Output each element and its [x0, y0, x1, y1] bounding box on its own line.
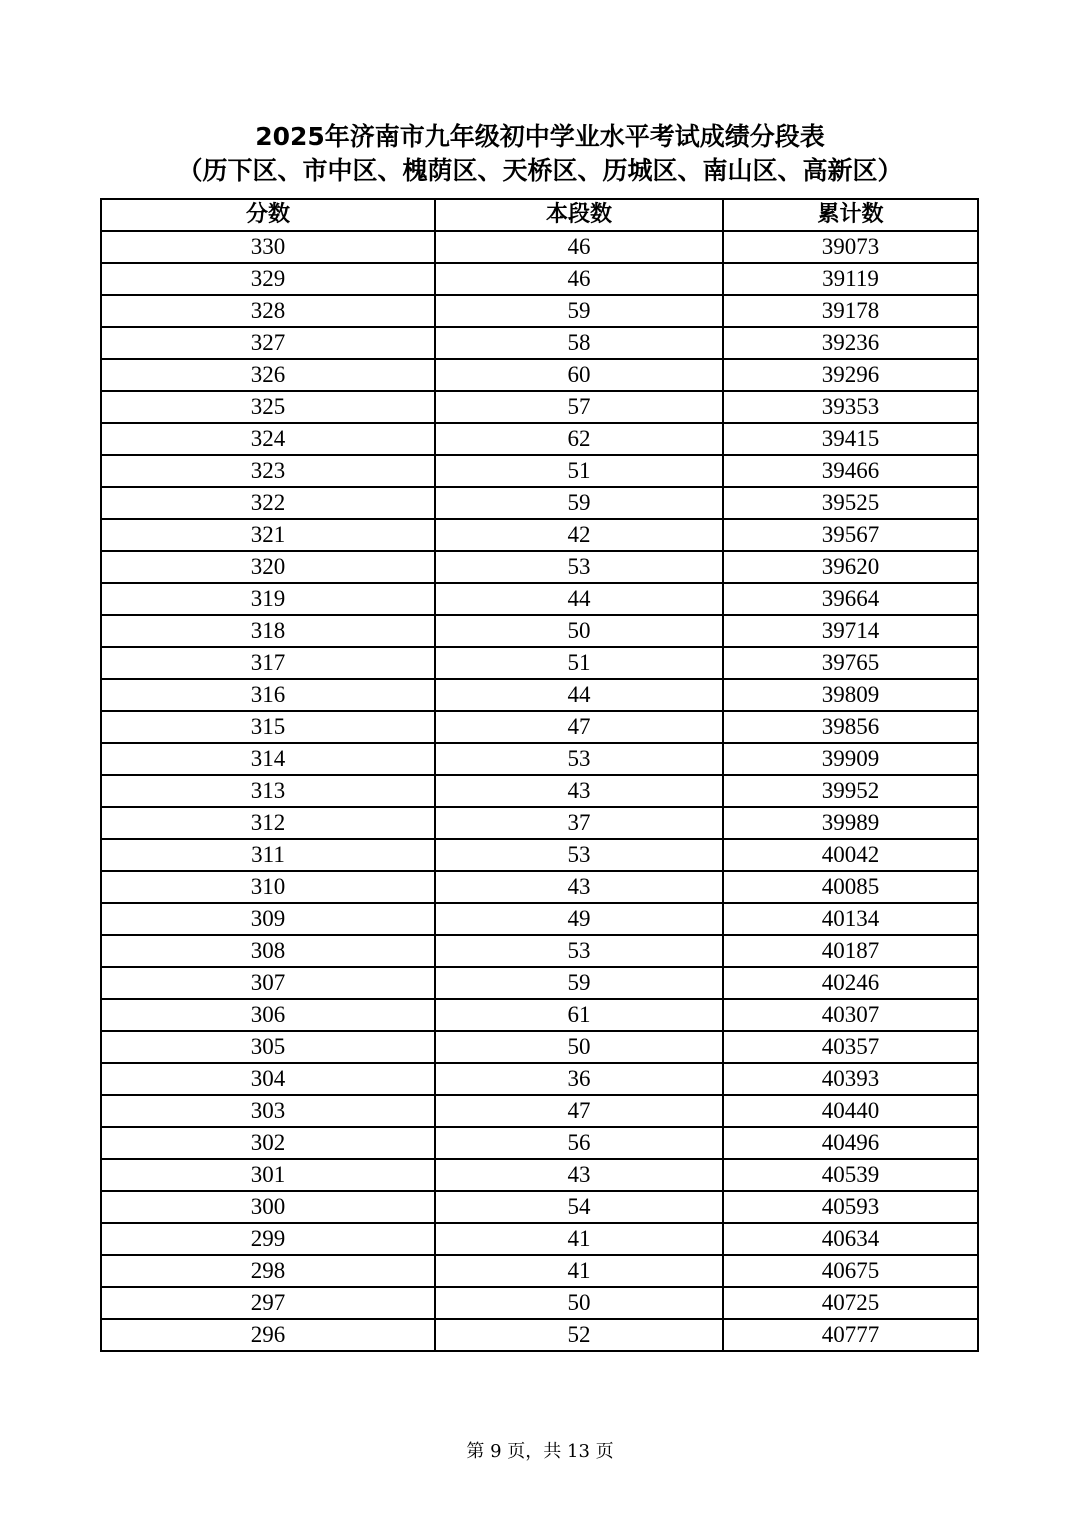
- cumulative-count-cell: 39236: [723, 327, 978, 359]
- segment-count-cell: 46: [435, 231, 723, 263]
- cumulative-count-cell: 39525: [723, 487, 978, 519]
- table-row: [101, 583, 978, 615]
- segment-count-cell: 53: [435, 551, 723, 583]
- table-row: [101, 1031, 978, 1063]
- score-cell: 309: [101, 903, 435, 935]
- table-row: [101, 1255, 978, 1287]
- table-row: [101, 1287, 978, 1319]
- cumulative-count-cell: 39296: [723, 359, 978, 391]
- table-row: [101, 391, 978, 423]
- table-row: [101, 615, 978, 647]
- segment-count-cell: 43: [435, 871, 723, 903]
- score-cell: 326: [101, 359, 435, 391]
- cumulative-count-cell: 39765: [723, 647, 978, 679]
- table-row: [101, 295, 978, 327]
- segment-count-cell: 51: [435, 455, 723, 487]
- table-row: [101, 263, 978, 295]
- table-row: [101, 519, 978, 551]
- score-cell: 312: [101, 807, 435, 839]
- segment-count-cell: 41: [435, 1223, 723, 1255]
- score-cell: 322: [101, 487, 435, 519]
- score-cell: 321: [101, 519, 435, 551]
- table-row: [101, 679, 978, 711]
- segment-count-cell: 50: [435, 1287, 723, 1319]
- table-row: [101, 775, 978, 807]
- score-cell: 299: [101, 1223, 435, 1255]
- cumulative-count-cell: 40246: [723, 967, 978, 999]
- segment-count-cell: 46: [435, 263, 723, 295]
- segment-count-cell: 56: [435, 1127, 723, 1159]
- cumulative-count-cell: 40393: [723, 1063, 978, 1095]
- cumulative-count-cell: 39178: [723, 295, 978, 327]
- table-row: [101, 839, 978, 871]
- score-cell: 323: [101, 455, 435, 487]
- score-cell: 302: [101, 1127, 435, 1159]
- score-cell: 327: [101, 327, 435, 359]
- segment-count-cell: 60: [435, 359, 723, 391]
- cumulative-count-cell: 40496: [723, 1127, 978, 1159]
- score-cell: 307: [101, 967, 435, 999]
- cumulative-count-cell: 39664: [723, 583, 978, 615]
- cumulative-count-cell: 39620: [723, 551, 978, 583]
- document-title: 2025年济南市九年级初中学业水平考试成绩分段表: [255, 122, 825, 151]
- segment-count-cell: 44: [435, 583, 723, 615]
- table-row: [101, 807, 978, 839]
- table-row: [101, 423, 978, 455]
- table-row: [101, 1159, 978, 1191]
- cumulative-count-cell: 40539: [723, 1159, 978, 1191]
- table-header-row: [101, 199, 978, 231]
- cumulative-count-cell: 40134: [723, 903, 978, 935]
- score-cell: 324: [101, 423, 435, 455]
- table-row: [101, 1319, 978, 1351]
- table-row: [101, 647, 978, 679]
- cumulative-count-cell: 40634: [723, 1223, 978, 1255]
- score-cell: 310: [101, 871, 435, 903]
- segment-count-cell: 41: [435, 1255, 723, 1287]
- segment-count-cell: 62: [435, 423, 723, 455]
- score-cell: 328: [101, 295, 435, 327]
- cumulative-count-cell: 39567: [723, 519, 978, 551]
- score-cell: 314: [101, 743, 435, 775]
- segment-count-cell: 47: [435, 711, 723, 743]
- segment-count-cell: 57: [435, 391, 723, 423]
- score-cell: 303: [101, 1095, 435, 1127]
- cumulative-count-cell: 40042: [723, 839, 978, 871]
- table-row: [101, 327, 978, 359]
- cumulative-count-cell: 40725: [723, 1287, 978, 1319]
- score-cell: 304: [101, 1063, 435, 1095]
- score-cell: 297: [101, 1287, 435, 1319]
- score-cell: 308: [101, 935, 435, 967]
- score-cell: 300: [101, 1191, 435, 1223]
- segment-count-cell: 52: [435, 1319, 723, 1351]
- cumulative-count-cell: 40187: [723, 935, 978, 967]
- segment-count-cell: 59: [435, 967, 723, 999]
- table-row: [101, 1095, 978, 1127]
- segment-count-cell: 42: [435, 519, 723, 551]
- score-cell: 313: [101, 775, 435, 807]
- segment-count-cell: 53: [435, 839, 723, 871]
- cumulative-count-cell: 39809: [723, 679, 978, 711]
- score-cell: 296: [101, 1319, 435, 1351]
- score-cell: 305: [101, 1031, 435, 1063]
- table-row: [101, 935, 978, 967]
- segment-count-cell: 51: [435, 647, 723, 679]
- table-row: [101, 455, 978, 487]
- table-row: [101, 999, 978, 1031]
- cumulative-count-cell: 40675: [723, 1255, 978, 1287]
- cumulative-count-cell: 40777: [723, 1319, 978, 1351]
- score-cell: 330: [101, 231, 435, 263]
- cumulative-count-cell: 40357: [723, 1031, 978, 1063]
- score-cell: 311: [101, 839, 435, 871]
- segment-count-cell: 47: [435, 1095, 723, 1127]
- header-cumulative-count: 累计数: [723, 199, 978, 231]
- score-cell: 298: [101, 1255, 435, 1287]
- segment-count-cell: 54: [435, 1191, 723, 1223]
- score-cell: 329: [101, 263, 435, 295]
- table-row: [101, 551, 978, 583]
- cumulative-count-cell: 39714: [723, 615, 978, 647]
- segment-count-cell: 53: [435, 743, 723, 775]
- segment-count-cell: 37: [435, 807, 723, 839]
- segment-count-cell: 53: [435, 935, 723, 967]
- table-row: [101, 967, 978, 999]
- cumulative-count-cell: 40085: [723, 871, 978, 903]
- score-cell: 325: [101, 391, 435, 423]
- segment-count-cell: 59: [435, 487, 723, 519]
- segment-count-cell: 50: [435, 1031, 723, 1063]
- cumulative-count-cell: 39856: [723, 711, 978, 743]
- score-cell: 320: [101, 551, 435, 583]
- score-cell: 315: [101, 711, 435, 743]
- segment-count-cell: 58: [435, 327, 723, 359]
- segment-count-cell: 43: [435, 1159, 723, 1191]
- table-row: [101, 231, 978, 263]
- table-row: [101, 903, 978, 935]
- table-row: [101, 487, 978, 519]
- segment-count-cell: 49: [435, 903, 723, 935]
- cumulative-count-cell: 40307: [723, 999, 978, 1031]
- cumulative-count-cell: 39466: [723, 455, 978, 487]
- segment-count-cell: 50: [435, 615, 723, 647]
- cumulative-count-cell: 39353: [723, 391, 978, 423]
- table-row: [101, 871, 978, 903]
- cumulative-count-cell: 39073: [723, 231, 978, 263]
- table-row: [101, 711, 978, 743]
- table-row: [101, 743, 978, 775]
- score-distribution-table: [100, 198, 979, 1352]
- table-row: [101, 1063, 978, 1095]
- score-cell: 318: [101, 615, 435, 647]
- cumulative-count-cell: 39415: [723, 423, 978, 455]
- score-cell: 319: [101, 583, 435, 615]
- cumulative-count-cell: 39119: [723, 263, 978, 295]
- table-row: [101, 1127, 978, 1159]
- cumulative-count-cell: 39952: [723, 775, 978, 807]
- cumulative-count-cell: 40593: [723, 1191, 978, 1223]
- segment-count-cell: 44: [435, 679, 723, 711]
- table-row: [101, 359, 978, 391]
- segment-count-cell: 43: [435, 775, 723, 807]
- segment-count-cell: 61: [435, 999, 723, 1031]
- segment-count-cell: 36: [435, 1063, 723, 1095]
- cumulative-count-cell: 39909: [723, 743, 978, 775]
- score-cell: 301: [101, 1159, 435, 1191]
- header-score: 分数: [101, 199, 435, 231]
- table-row: [101, 1191, 978, 1223]
- score-cell: 306: [101, 999, 435, 1031]
- score-cell: 316: [101, 679, 435, 711]
- segment-count-cell: 59: [435, 295, 723, 327]
- page-number: 第 9 页，共 13 页: [466, 1441, 614, 1462]
- cumulative-count-cell: 39989: [723, 807, 978, 839]
- cumulative-count-cell: 40440: [723, 1095, 978, 1127]
- score-cell: 317: [101, 647, 435, 679]
- table-row: [101, 1223, 978, 1255]
- header-segment-count: 本段数: [435, 199, 723, 231]
- document-subtitle: （历下区、市中区、槐荫区、天桥区、历城区、南山区、高新区）: [177, 156, 903, 185]
